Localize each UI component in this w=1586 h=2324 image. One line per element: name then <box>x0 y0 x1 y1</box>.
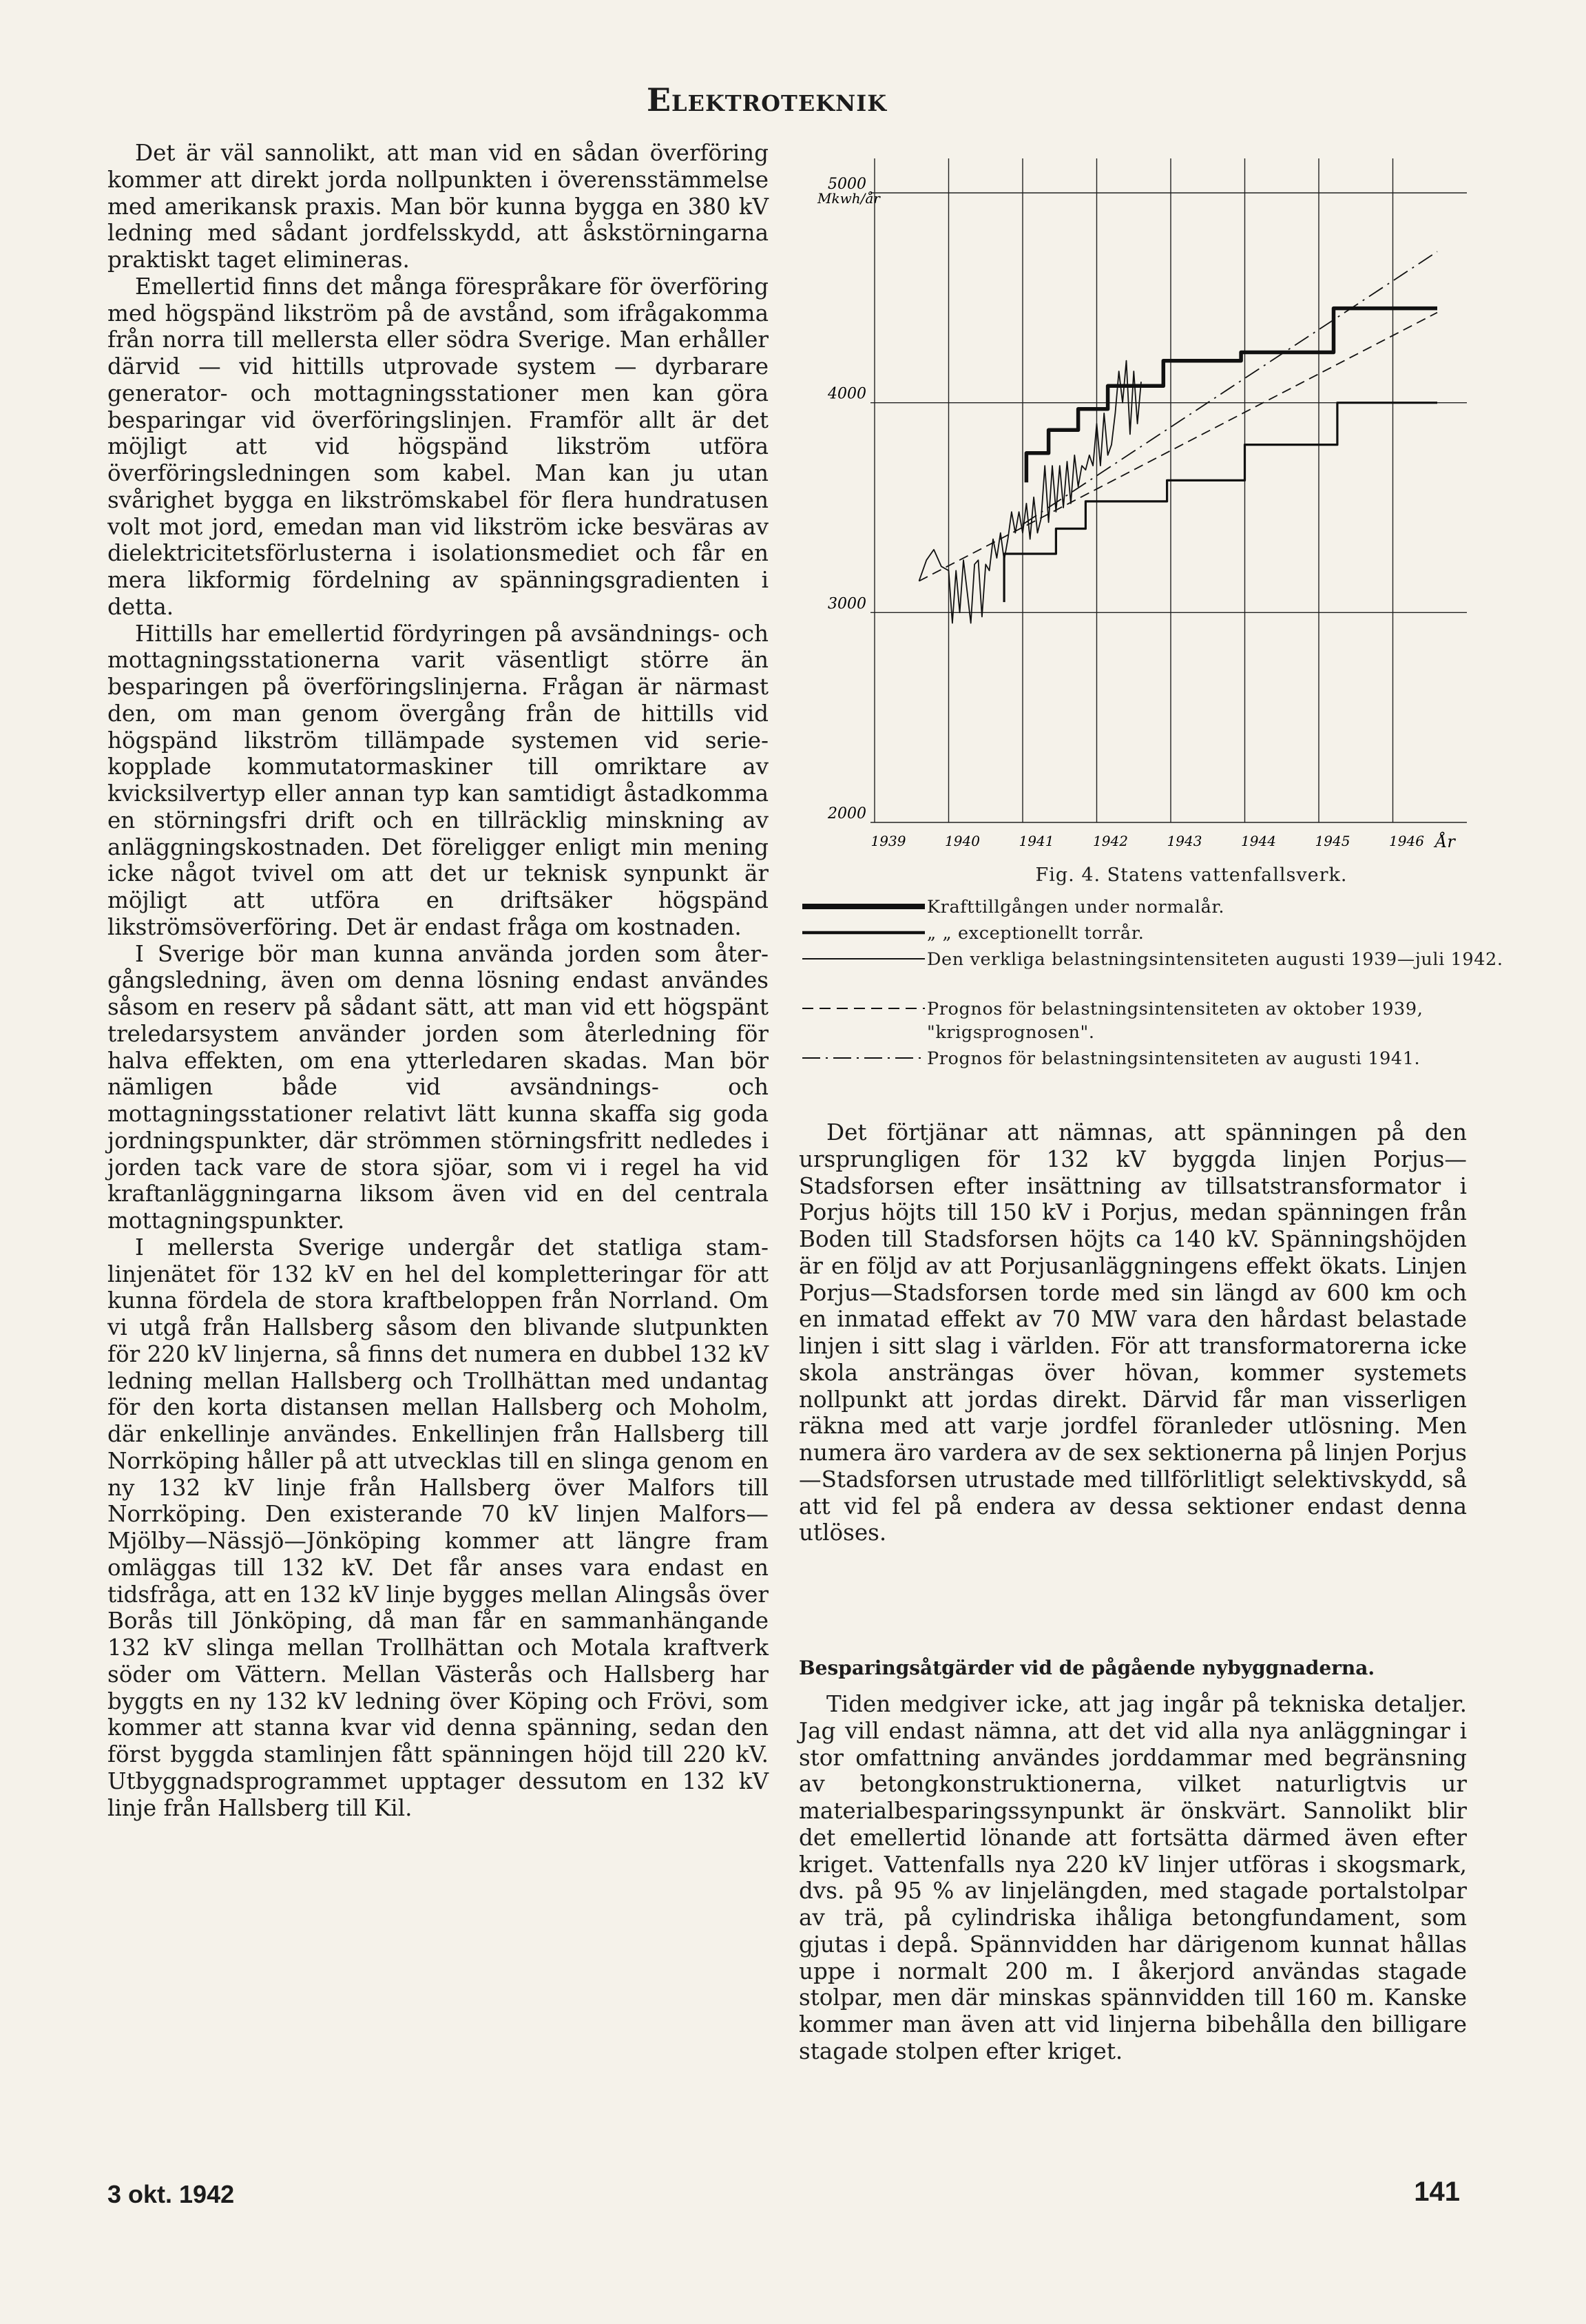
journal-name: Elektroteknik <box>647 81 888 118</box>
y-tick-label: 5000 <box>828 176 866 193</box>
legend-swatch-thick-line <box>802 900 926 913</box>
legend-item-war-forecast <box>799 997 1467 1047</box>
chart-grid <box>870 158 1467 822</box>
chart-tick-labels <box>827 176 1424 849</box>
legend-item-normal-year <box>799 895 1467 922</box>
y-tick-label: 4000 <box>828 385 866 403</box>
chart-x-label: År <box>1435 832 1455 851</box>
x-tick-label: 1946 <box>1389 833 1424 849</box>
x-tick-label: 1942 <box>1093 833 1128 849</box>
x-tick-label: 1945 <box>1315 833 1350 849</box>
y-tick-label: 3000 <box>828 595 866 613</box>
x-tick-label: 1939 <box>870 833 906 849</box>
x-tick-label: 1940 <box>945 833 980 849</box>
right-column-text <box>799 1119 1467 1546</box>
x-tick-label: 1943 <box>1167 833 1202 849</box>
legend-item-actual-load <box>799 948 1503 997</box>
footer-date: 3 okt. 1942 <box>107 2180 235 2208</box>
legend-item-1941-forecast <box>799 1047 1467 1073</box>
legend-swatch-medium-line <box>802 926 926 940</box>
paragraph: I mellersta Sverige undergår det statliga stamlinjenätet för 132 kV en hel del kompletteringar för att kunna fördela de stora kraftbeloppen från Norrland. Om vi utgå från Hallsberg såsom den blivande slutpunkten för 220 kV linjerna, så finns det numera en dubbel 132 kV ledning mellan Hallsberg och Trollhättan med undantag för den korta distansen mellan Hallsberg och Moholm, där enkellinje användes. Enkellinjen från Hallsberg till Norrköping håller på att utvecklas till en slinga genom en ny 132 kV linje från Hallsberg över Malfors till Norrköping. Den existerande 70 kV linjen Malfors—Mjölby—Nässjö—Jönköping kommer att längre fram omläggas till 132 kV. Det får anses vara endast en tidsfråga, att en 132 kV linje bygges mellan Alingsås över Borås till Jönköping, då man får en sammanhängande 132 kV slinga mellan Trollhättan och Motala kraftverk söder om Vättern. Mellan Västerås och Hallsberg har byggts en ny 132 kV ledning över Köping och Frövi, som kommer att stanna kvar vid denna spänning, sedan den först byggda stamlinjen fått spänningen höjd till 220 kV. Utbyggnadsprogrammet upptager dessutom en 132 kV linje från Hallsberg till Kil. <box>107 1234 769 1821</box>
legend-swatch-dashdot-line <box>802 1051 926 1065</box>
series-line-step-thick <box>1026 309 1437 483</box>
chart-y-label: Mkwh/år <box>817 190 880 207</box>
paragraph: Emellertid finns det många förespråkare för överföring med högspänd likström på de avstånd, som ifrågakomma från norra till mellersta eller södra Sverige. Man erhåller därvid — vid hittills utprovade system — dyrbarare generator- och mottagningsstationer men kan göra besparingar vid överföringslinjen. Framför allt är det möjligt att vid högspänd likström utföra överföringsledningen som kabel. Man kan ju utan svårighet bygga en likströmskabel för flera hundratusen volt mot jord, emedan man vid likström icke besväras av dielektricitetsförlusterna i isolationsmediet och får en mera likformig fördelning av spänningsgradienten i detta. <box>107 273 769 620</box>
legend-swatch-dashed-line <box>802 1002 926 1015</box>
left-column-text <box>107 140 769 1821</box>
legend-label: Prognos för belastningsintensiteten av oktober 1939, "krigsprognosen". <box>927 999 1423 1043</box>
legend-label: „ „ exceptionellt torrår. <box>927 923 1145 944</box>
paragraph: Tiden medgiver icke, att jag ingår på tekniska detaljer. Jag vill endast nämna, att det vid alla nya anläggningar i stor omfattning användes jorddammar med begränsning av betongkonstruktionerna, vilket naturligtvis ur materialbesparingssynpunkt är önskvärt. Sannolikt blir det emellertid lönande att fortsätta därmed även efter kriget. Vattenfalls nya 220 kV linjer utföras i skogsmark, dvs. på 95 % av linjelängden, med stagade portalstolpar av trä, på cylindriska ihåliga betongfundament, som gjutas i depå. Spännvidden har därigenom kunnat hållas uppe i normalt 200 m. I åkerjord användas stagade stolpar, men där minskas spännvidden till 160 m. Kanske kommer man även att vid linjerna bibehålla den billigare stagade stolpen efter kriget. <box>799 1691 1467 2064</box>
x-tick-label: 1944 <box>1241 833 1276 849</box>
paragraph: Det är väl sannolikt, att man vid en sådan överföring kommer att direkt jorda nollpunkten i överensstämmelse med amerikansk praxis. Man bör kunna bygga en 380 kV ledning med sådant jordfelsskydd, att åskstörningarna praktiskt taget elimineras. <box>107 140 769 273</box>
y-tick-label: 2000 <box>828 805 866 822</box>
series-line-dashed <box>919 313 1438 581</box>
page-number: 141 <box>1414 2177 1460 2207</box>
chart-series <box>919 251 1438 623</box>
paragraph: Hittills har emellertid fördyringen på avsändnings- och mottagningsstationerna varit väsentligt större än besparingen på överföringslinjerna. Frågan är närmast den, om man genom övergång från de hittills vid högspänd likström tillämpade systemen vid seriekopplade kommutatormaskiner till omriktare av kvicksilvertyp eller annan typ kan samtidigt åstadkomma en störningsfri drift och en tillräcklig minskning av anläggningskostnaden. Det föreligger enligt min mening icke något tvivel om att det ur teknisk synpunkt är möjligt att utföra en driftsäker högspänd likströmsöverföring. Det är endast fråga om kostnaden. <box>107 620 769 940</box>
figure-legend <box>799 895 1503 1073</box>
paragraph: Det förtjänar att nämnas, att spänningen på den ursprungligen för 132 kV byggda linjen Porjus—Stadsforsen efter insättning av tillsatstransformator i Porjus höjts till 150 kV i Porjus, medan spänningen från Boden till Stadsforsen höjts ca 140 kV. Spänningshöjden är en följd av att Porjusanläggningens effekt ökats. Linjen Porjus—Stadsforsen torde med sin längd av 600 km och en inmatad effekt av 70 MW vara den hårdast belastade linjen i sitt slag i världen. För att transformatorerna icke skola ansträngas över hövan, kommer systemets nollpunkt att jordas direkt. Därvid får man visserligen räkna med att varje jordfel föranleder utlösning. Men numera äro vardera av de sex sektionerna på linjen Porjus—Stadsforsen utrustade med tillförlitligt selektivskydd, så att vid fel på endera av dessa sektioner endast denna utlöses. <box>799 1119 1467 1546</box>
legend-label: Krafttillgången under normalår. <box>927 897 1225 917</box>
figure-caption: Fig. 4. Statens vattenfallsverk. <box>1035 864 1348 886</box>
legend-item-dry-year <box>799 922 1467 948</box>
right-column-section-text <box>799 1691 1467 2065</box>
paragraph: I Sverige bör man kunna använda jorden som återgångsledning, även om denna lösning endast användes såsom en reserv på sådant sätt, att man vid ett högspänt treledarsystem använder jorden som återledning för halva effekten, om ena ytterledaren skadas. Man bör nämligen både vid avsändnings- och mottagningsstationer relativt lätt kunna skaffa sig goda jordningspunkter, där strömmen störningsfritt nedledes i jorden tack vare de stora sjöar, som vi i regel ha vid kraftanläggningarna liksom även vid en del centrala mottagningspunkter. <box>107 940 769 1234</box>
legend-swatch-thin-line <box>802 952 926 966</box>
section-heading: Besparingsåtgärder vid de pågående nybyggnaderna. <box>799 1657 1375 1679</box>
x-tick-label: 1941 <box>1019 833 1054 849</box>
series-line-dashdot <box>1023 251 1437 524</box>
legend-label: Prognos för belastningsintensiteten av augusti 1941. <box>927 1048 1421 1069</box>
legend-label: Den verkliga belastningsintensiteten augusti 1939—juli 1942. <box>927 949 1503 970</box>
series-line-step-medium <box>1004 403 1437 602</box>
